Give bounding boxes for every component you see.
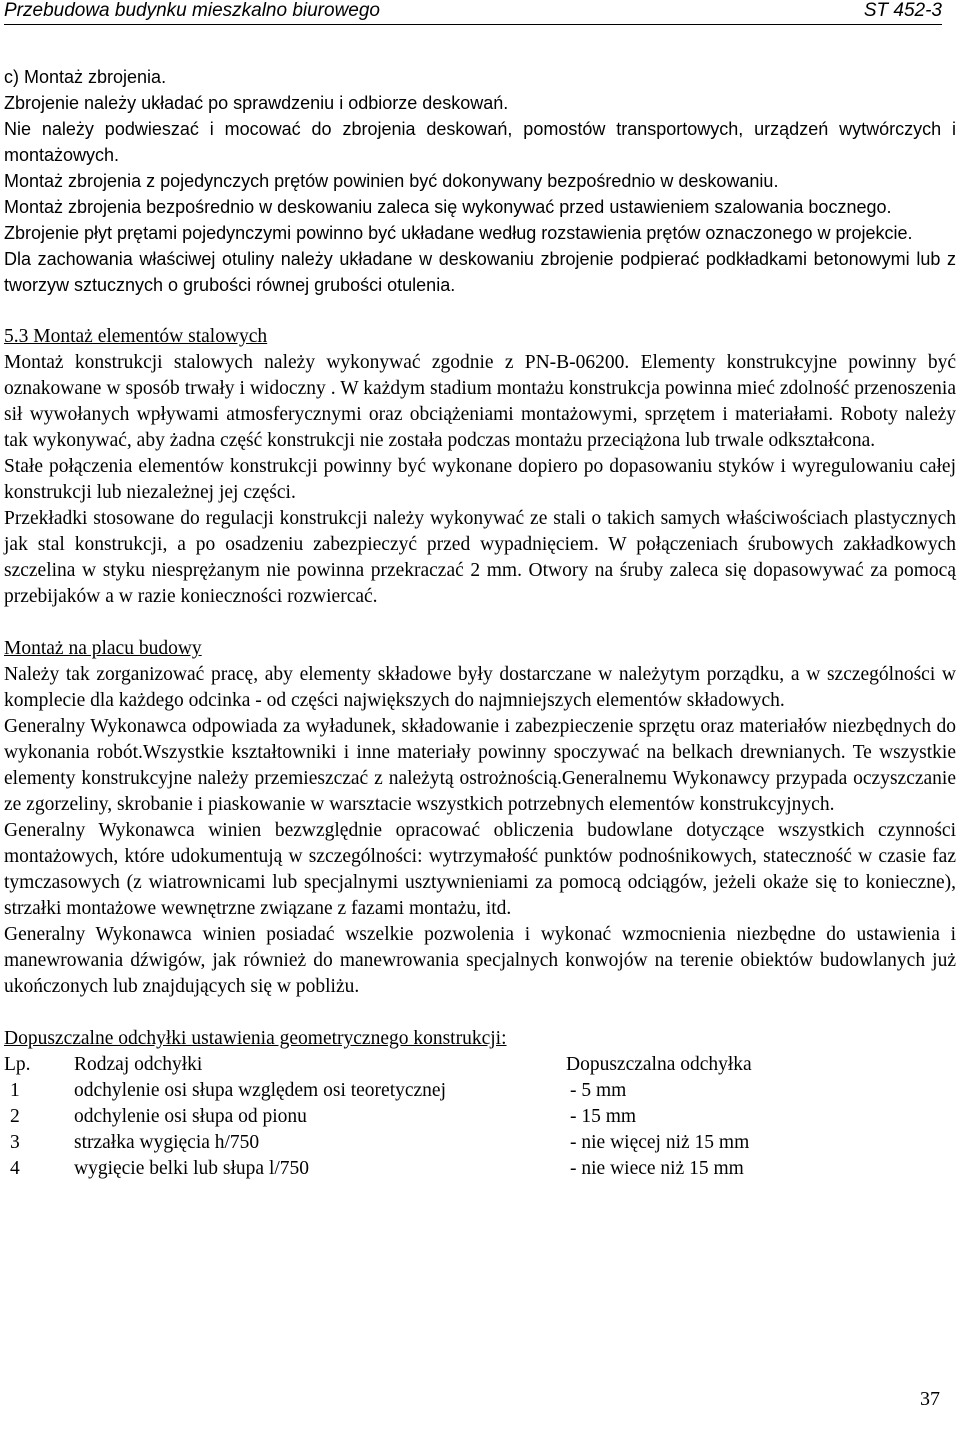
page-header [4, 0, 942, 25]
table-cell: 2 [10, 1106, 20, 1127]
paragraph: Nie należy podwieszać i mocować do zbrojenia deskowań, pomostów transportowych, urządzeń wytwórczych i montażowych. [4, 119, 956, 165]
spacer [4, 610, 956, 636]
paragraph: Zbrojenie należy układać po sprawdzeniu i odbiorze deskowań. [4, 93, 509, 113]
paragraph: Montaż zbrojenia bezpośrednio w deskowaniu zaleca się wykonywać przed ustawieniem szalowania bocznego. [4, 197, 892, 217]
paragraph: Generalny Wykonawca odpowiada za wyładunek, składowanie i zabezpieczenie sprzętu oraz materiałów niezbędnych do wykonania robót.Wszystkie kształtowniki i inne materiały powinny spoczywać na belkach drewnianych. Te wszystkie elementy konstrukcyjne należy przemieszczać z należytą ostrożnością.Generalnemu Wykonawcy przypada oczyszczanie ze zgorzeliny, skrobanie i piaskowanie w warsztacie wszystkich potrzebnych elementów konstrukcyjnych. [4, 716, 956, 815]
paragraph: Zbrojenie płyt prętami pojedynczymi powinno być układane według rozstawienia prętów oznaczonego w projekcie. [4, 223, 913, 243]
section-heading: Montaż na placu budowy [4, 638, 202, 659]
section-heading: Dopuszczalne odchyłki ustawienia geometrycznego konstrukcji: [4, 1028, 507, 1049]
table-cell: odchylenie osi słupa względem osi teoretycznej [74, 1080, 447, 1101]
page-content [4, 64, 956, 1182]
paragraph: Generalny Wykonawca winien posiadać wszelkie pozwolenia i wykonać wzmocnienia niezbędne do ustawienia i manewrowania dźwigów, jak również do manewrowania specjalnych konwojów na terenie obiektów budowlanych już ukończonych lub znajdujących się w pobliżu. [4, 924, 956, 997]
paragraph: Przekładki stosowane do regulacji konstrukcji należy wykonywać ze stali o takich samych właściwościach plastycznych jak stal konstrukcji, a po osadzeniu zabezpieczyć przed wypadnięciem. W połączeniach śrubowych zakładkowych szczelina w styku niesprężanym nie powinna przekraczać 2 mm. Otwory na śruby zaleca się dopasowywać za pomocą przebijaków a w razie konieczności rozwiercać. [4, 508, 956, 607]
table-cell: - nie więcej niż 15 mm [570, 1132, 750, 1153]
table-cell: 4 [10, 1158, 20, 1179]
section-montaz-zbrojenia [4, 64, 956, 298]
table-cell: strzałka wygięcia h/750 [74, 1132, 260, 1153]
column-header: Dopuszczalna odchyłka [566, 1054, 752, 1075]
section-montaz-na-placu-budowy [4, 636, 956, 1000]
spacer [4, 1000, 956, 1026]
table-cell: - 5 mm [570, 1080, 627, 1101]
table-row [4, 1078, 956, 1104]
page-number: 37 [920, 1388, 940, 1410]
paragraph: Generalny Wykonawca winien bezwzględnie opracować obliczenia budowlane dotyczące wszystkich czynności montażowych, które udokumentują w szczególności: wytrzymałość punktów podnośnikowych, stateczność w czasie faz tymczasowych (z wiatrownicami lub specjalnymi usztywnieniami za pomocą odciągów, jeżeli okaże się to konieczne), strzałki montażowe wewnętrzne związane z fazami montażu, itd. [4, 820, 956, 919]
section-montaz-elementow-stalowych [4, 324, 956, 610]
table-cell: - 15 mm [570, 1106, 637, 1127]
paragraph: Montaż zbrojenia z pojedynczych prętów powinien być dokonywany bezpośrednio w deskowaniu. [4, 171, 779, 191]
spacer [4, 298, 956, 324]
table-header-row [4, 1052, 956, 1078]
table-cell: 3 [10, 1132, 20, 1153]
paragraph: Montaż konstrukcji stalowych należy wykonywać zgodnie z PN-B-06200. Elementy konstrukcyjne powinny być oznakowane w sposób trwały i widoczny . W każdym stadium montażu konstrukcja powinna mieć zdolność przenoszenia sił wywołanych wpływami atmosferycznymi oraz obciążeniami montażowymi, sprzętem i materiałami. Roboty należy tak wykonywać, aby żadna część konstrukcji nie została podczas montażu przeciążona lub trwale odkształcona. [4, 352, 956, 451]
table-row [4, 1156, 956, 1182]
document-code: ST 452-3 [863, 0, 942, 21]
table-row [4, 1130, 956, 1156]
table-cell: odchylenie osi słupa od pionu [74, 1106, 307, 1127]
paragraph: Dla zachowania właściwej otuliny należy układane w deskowaniu zbrojenie podpierać podkładkami betonowymi lub z tworzyw sztucznych o grubości równej grubości otulenia. [4, 249, 956, 295]
section-heading: 5.3 Montaż elementów stalowych [4, 326, 268, 347]
column-header: Lp. [4, 1054, 31, 1075]
table-cell: wygięcie belki lub słupa l/750 [74, 1158, 310, 1179]
section-tolerances [4, 1026, 956, 1182]
section-heading: c) Montaż zbrojenia. [4, 67, 167, 87]
document-title: Przebudowa budynku mieszkalno biurowego [4, 0, 381, 21]
column-header: Rodzaj odchyłki [74, 1054, 203, 1075]
table-cell: 1 [10, 1080, 20, 1101]
table-cell: - nie wiece niż 15 mm [570, 1158, 744, 1179]
paragraph: Stałe połączenia elementów konstrukcji powinny być wykonane dopiero po dopasowaniu styków i wyregulowaniu całej konstrukcji lub niezależnej jej części. [4, 456, 956, 503]
paragraph: Należy tak zorganizować pracę, aby elementy składowe były dostarczane w należytym porządku, a w szczególności w komplecie dla każdego odcinka - od części największych do najmniejszych elementów składowych. [4, 664, 956, 711]
table-row [4, 1104, 956, 1130]
tolerances-table [4, 1052, 956, 1182]
